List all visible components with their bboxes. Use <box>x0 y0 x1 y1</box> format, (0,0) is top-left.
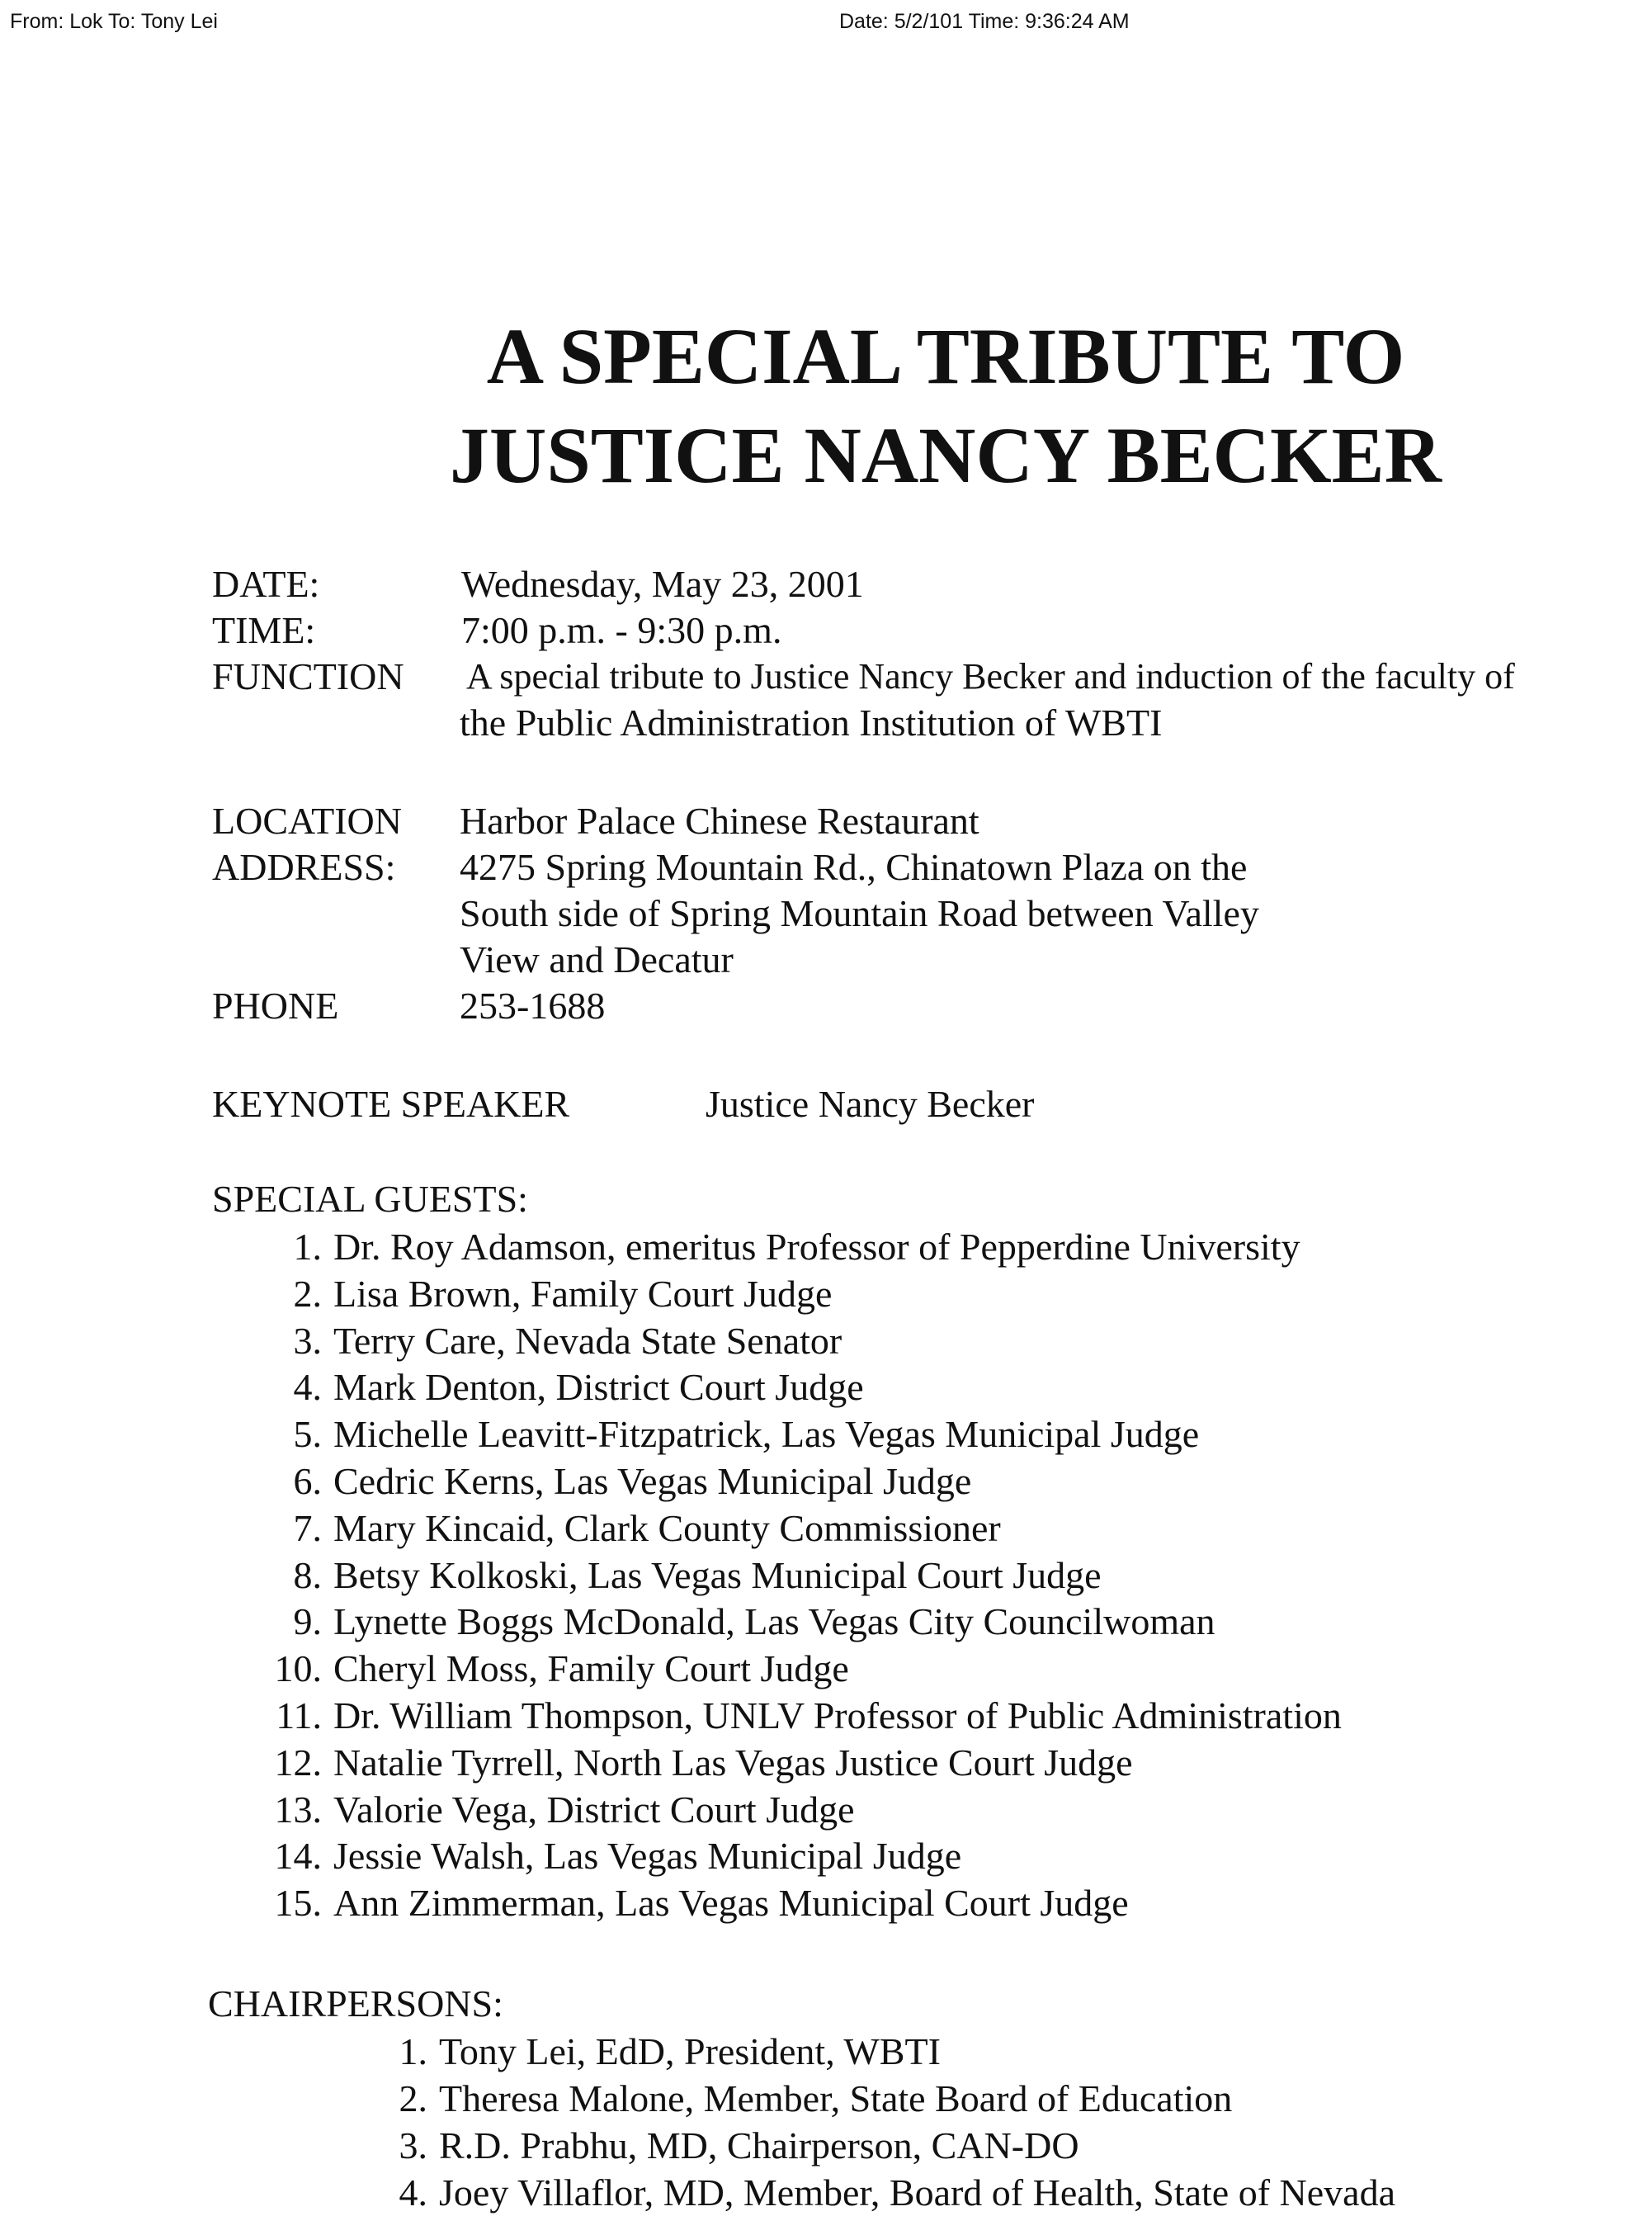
guest-list-item <box>264 1740 1342 1787</box>
guest-list-item <box>264 1599 1342 1646</box>
phone-label: PHONE <box>212 985 339 1027</box>
phone-value: 253-1688 <box>460 985 606 1027</box>
chairpersons-list <box>386 2028 1395 2216</box>
function-label: FUNCTION <box>212 655 404 697</box>
guest-list-item-number: 10. <box>274 1647 322 1690</box>
guest-list-item-number: 14. <box>274 1835 322 1878</box>
guest-list-item-text: Valorie Vega, District Court Judge <box>333 1788 855 1831</box>
location-row <box>212 798 1615 844</box>
address-row-3 <box>212 937 1615 983</box>
chairperson-list-item-text: Theresa Malone, Member, State Board of Education <box>439 2077 1233 2119</box>
title-line-2: JUSTICE NANCY BECKER <box>450 411 1442 499</box>
guest-list-item <box>264 1458 1342 1505</box>
guest-list-item-text: Terry Care, Nevada State Senator <box>333 1319 843 1362</box>
time-label: TIME: <box>212 609 316 651</box>
special-guests-list <box>264 1224 1342 1927</box>
function-value-line-1: A special tribute to Justice Nancy Becker and induction of the faculty of <box>466 656 1515 697</box>
function-row-cont <box>212 700 1648 746</box>
event-details <box>212 561 1648 746</box>
guest-list-item <box>264 1224 1342 1271</box>
guest-list-item <box>264 1787 1342 1834</box>
guest-list-item-number: 3. <box>293 1319 322 1362</box>
guest-list-item-text: Lynette Boggs McDonald, Las Vegas City Councilwoman <box>333 1600 1215 1643</box>
guest-list-item-number: 5. <box>293 1413 322 1456</box>
address-row <box>212 844 1615 891</box>
guest-list-item-number: 7. <box>293 1506 322 1549</box>
guest-list-item-number: 12. <box>274 1741 322 1784</box>
venue-details <box>212 798 1615 1029</box>
chairpersons-heading: CHAIRPERSONS: <box>208 1982 503 2025</box>
guest-list-item-number: 9. <box>293 1600 322 1643</box>
guest-list-item <box>264 1693 1342 1740</box>
guest-list-item-text: Mark Denton, District Court Judge <box>333 1366 864 1409</box>
address-line-2: South side of Spring Mountain Road between Valley <box>460 892 1259 934</box>
guest-list-item-text: Betsy Kolkoski, Las Vegas Municipal Court Judge <box>333 1553 1102 1596</box>
guest-list-item <box>264 1411 1342 1458</box>
location-label: LOCATION <box>212 800 402 842</box>
guest-list-item <box>264 1646 1342 1693</box>
keynote-value: Justice Nancy Becker <box>706 1083 1035 1125</box>
guest-list-item-number: 8. <box>293 1553 322 1596</box>
chairperson-list-item-text: Tony Lei, EdD, President, WBTI <box>439 2030 941 2072</box>
fax-date-time: Date: 5/2/101 Time: 9:36:24 AM <box>839 10 1130 33</box>
guest-list-item <box>264 1364 1342 1411</box>
guest-list-item-text: Cheryl Moss, Family Court Judge <box>333 1647 849 1690</box>
guest-list-item <box>264 1271 1342 1318</box>
guest-list-item <box>264 1505 1342 1552</box>
chairperson-list-item-text: Joey Villaflor, MD, Member, Board of Health, State of Nevada <box>439 2171 1396 2214</box>
guest-list-item <box>264 1880 1342 1927</box>
guest-list-item <box>264 1318 1342 1365</box>
guest-list-item-text: Dr. William Thompson, UNLV Professor of Public Administration <box>333 1694 1342 1736</box>
guest-list-item-number: 15. <box>274 1882 322 1925</box>
guest-list-item-text: Lisa Brown, Family Court Judge <box>333 1272 833 1315</box>
date-row <box>212 561 1648 607</box>
guest-list-item-text: Ann Zimmerman, Las Vegas Municipal Court Judge <box>333 1882 1129 1925</box>
guest-list-item-number: 6. <box>293 1459 322 1502</box>
guest-list-item-text: Dr. Roy Adamson, emeritus Professor of Pepperdine University <box>333 1226 1300 1268</box>
special-guests-heading: SPECIAL GUESTS: <box>212 1178 528 1220</box>
chairperson-list-item-text: R.D. Prabhu, MD, Chairperson, CAN-DO <box>439 2124 1079 2166</box>
keynote-label: KEYNOTE SPEAKER <box>212 1083 570 1125</box>
guest-list-item-text: Natalie Tyrrell, North Las Vegas Justice Court Judge <box>333 1741 1133 1784</box>
chairperson-list-item <box>386 2169 1395 2216</box>
keynote-section <box>212 1081 1615 1127</box>
document-title <box>0 307 1652 505</box>
fax-from-to: From: Lok To: Tony Lei <box>10 10 218 33</box>
guest-list-item-text: Michelle Leavitt-Fitzpatrick, Las Vegas Municipal Judge <box>333 1413 1200 1456</box>
time-row <box>212 607 1648 654</box>
time-value: 7:00 p.m. - 9:30 p.m. <box>461 609 782 651</box>
title-line-1: A SPECIAL TRIBUTE TO <box>486 312 1405 400</box>
guest-list-item-text: Mary Kincaid, Clark County Commissioner <box>333 1506 1001 1549</box>
chairperson-list-item-number: 4. <box>399 2171 427 2214</box>
chairperson-list-item <box>386 2075 1395 2122</box>
location-value: Harbor Palace Chinese Restaurant <box>460 800 979 842</box>
address-label: ADDRESS: <box>212 846 396 888</box>
guest-list-item-number: 4. <box>293 1366 322 1409</box>
guest-list-item <box>264 1833 1342 1880</box>
fax-header <box>10 10 1644 43</box>
keynote-row <box>212 1081 1615 1127</box>
date-value: Wednesday, May 23, 2001 <box>461 563 864 605</box>
address-line-1: 4275 Spring Mountain Rd., Chinatown Plaza on the <box>460 846 1248 888</box>
guest-list-item <box>264 1552 1342 1599</box>
guest-list-item-number: 2. <box>293 1272 322 1315</box>
chairperson-list-item-number: 2. <box>399 2077 427 2119</box>
function-value-line-2: the Public Administration Institution of WBTI <box>460 702 1163 744</box>
chairperson-list-item-number: 1. <box>399 2030 427 2072</box>
guest-list-item-number: 11. <box>276 1694 322 1736</box>
guest-list-item-number: 1. <box>293 1226 322 1268</box>
chairperson-list-item <box>386 2122 1395 2169</box>
address-line-3: View and Decatur <box>460 938 734 980</box>
chairperson-list-item-number: 3. <box>399 2124 427 2166</box>
address-row-2 <box>212 891 1615 937</box>
phone-row <box>212 983 1615 1029</box>
function-row <box>212 654 1648 700</box>
guest-list-item-number: 13. <box>274 1788 322 1831</box>
guest-list-item-text: Jessie Walsh, Las Vegas Municipal Judge <box>333 1835 962 1878</box>
chairperson-list-item <box>386 2028 1395 2075</box>
guest-list-item-text: Cedric Kerns, Las Vegas Municipal Judge <box>333 1459 972 1502</box>
date-label: DATE: <box>212 563 320 605</box>
